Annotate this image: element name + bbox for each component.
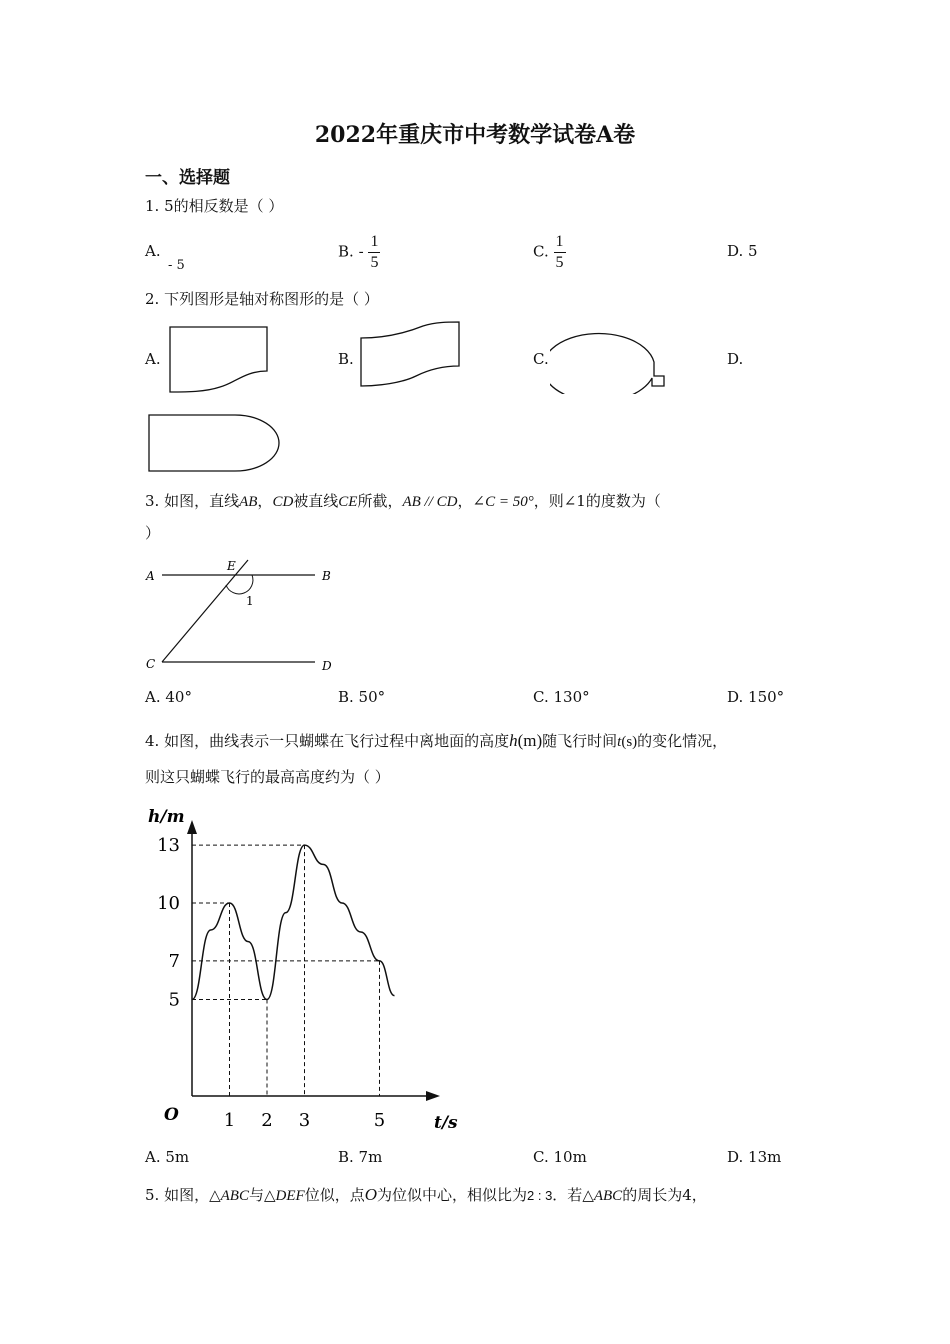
chart-y-arrow (187, 820, 197, 834)
q3-figure (140, 552, 340, 677)
y-tick-13: 13 (157, 835, 180, 857)
x-tick-3: 3 (298, 1110, 311, 1131)
x-tick-1: 1 (223, 1110, 236, 1131)
q1-stem: 1. 5的相反数是（ ） (145, 197, 284, 215)
q3-label-e: E (227, 559, 236, 573)
y-tick-5: 5 (168, 989, 180, 1011)
chart-y-label: h/m (148, 807, 185, 827)
chart-origin-label: O (164, 1105, 179, 1125)
q1-option-b-fraction: $\frac{1}{5}$ (370, 233, 379, 271)
q1-option-b[interactable] (338, 232, 380, 273)
q2-shape-b (358, 318, 464, 390)
x-tick-2: 2 (261, 1110, 273, 1131)
y-tick-7: 7 (168, 950, 180, 972)
q3-option-b[interactable]: B. 50° (338, 688, 386, 706)
q2-shape-c (550, 318, 672, 394)
q4-option-d[interactable]: D. 13m (727, 1148, 782, 1166)
q2-option-b-label[interactable]: B. (338, 350, 354, 368)
chart-guides (192, 845, 380, 1096)
q1-option-a-value: - 5 (168, 258, 185, 273)
q1-option-d-label: D. (727, 242, 744, 260)
q3-option-d[interactable]: D. 150° (727, 688, 785, 706)
q4-option-b[interactable]: B. 7m (338, 1148, 383, 1166)
q1-option-d[interactable] (727, 242, 758, 260)
q4-height-time-chart (140, 800, 470, 1140)
q4-stem: 4. 如图，曲线表示一只蝴蝶在飞行过程中离地面的高度h(m)随飞行时间t(s)的变化情况， (145, 731, 728, 750)
q3-label-1: 1 (246, 594, 254, 608)
section-heading: 一、选择题 (145, 168, 230, 188)
q1-option-d-value: 5 (748, 242, 758, 260)
q3-option-a[interactable]: A. 40° (145, 688, 192, 706)
q3-label-c: C (146, 657, 156, 671)
q2-shape-d (145, 410, 287, 476)
chart-series-curve (192, 845, 395, 999)
page-title: 2022年重庆市中考数学试卷A卷 (314, 122, 636, 148)
q2-option-c-label[interactable]: C. (533, 350, 549, 368)
q4-option-c[interactable]: C. 10m (533, 1148, 587, 1166)
q3-label-a: A (146, 569, 155, 583)
q3-option-c[interactable]: C. 130° (533, 688, 590, 706)
chart-x-arrow (426, 1091, 440, 1101)
chart-x-label: t/s (434, 1113, 458, 1133)
q1-option-c-fraction: $\frac{1}{5}$ (555, 233, 564, 271)
q1-option-a-label[interactable]: A. (145, 242, 161, 260)
q2-option-a-label[interactable]: A. (145, 350, 161, 368)
q1-option-b-label: B. (338, 242, 354, 261)
q5-stem: 5. 如图，△ABC与△DEF位似，点O为位似中心，相似比为2 : 3．若△ABC的周长为4， (145, 1185, 707, 1204)
q1-option-b-sign: - (358, 242, 364, 261)
q2-option-d-label[interactable]: D. (727, 350, 744, 368)
q3-stem-close: ） (145, 524, 161, 542)
q2-shape-a (165, 325, 271, 397)
q1-option-c-label: C. (533, 242, 549, 261)
q4-stem-line2: 则这只蝴蝶飞行的最高高度约为（ ） (145, 768, 390, 786)
q4-option-a[interactable]: A. 5m (145, 1148, 190, 1166)
x-tick-5: 5 (373, 1110, 386, 1131)
q3-label-b: B (322, 569, 331, 583)
y-tick-10: 10 (157, 893, 180, 914)
q3-label-d: D (322, 659, 332, 673)
q1-option-c[interactable] (533, 232, 566, 273)
q2-stem: 2. 下列图形是轴对称图形的是（ ） (145, 290, 379, 308)
q3-stem: 3. 如图，直线AB，CD被直线CE所截，AB // CD，∠C = 50°，则∠1的度数为（ (145, 492, 661, 510)
